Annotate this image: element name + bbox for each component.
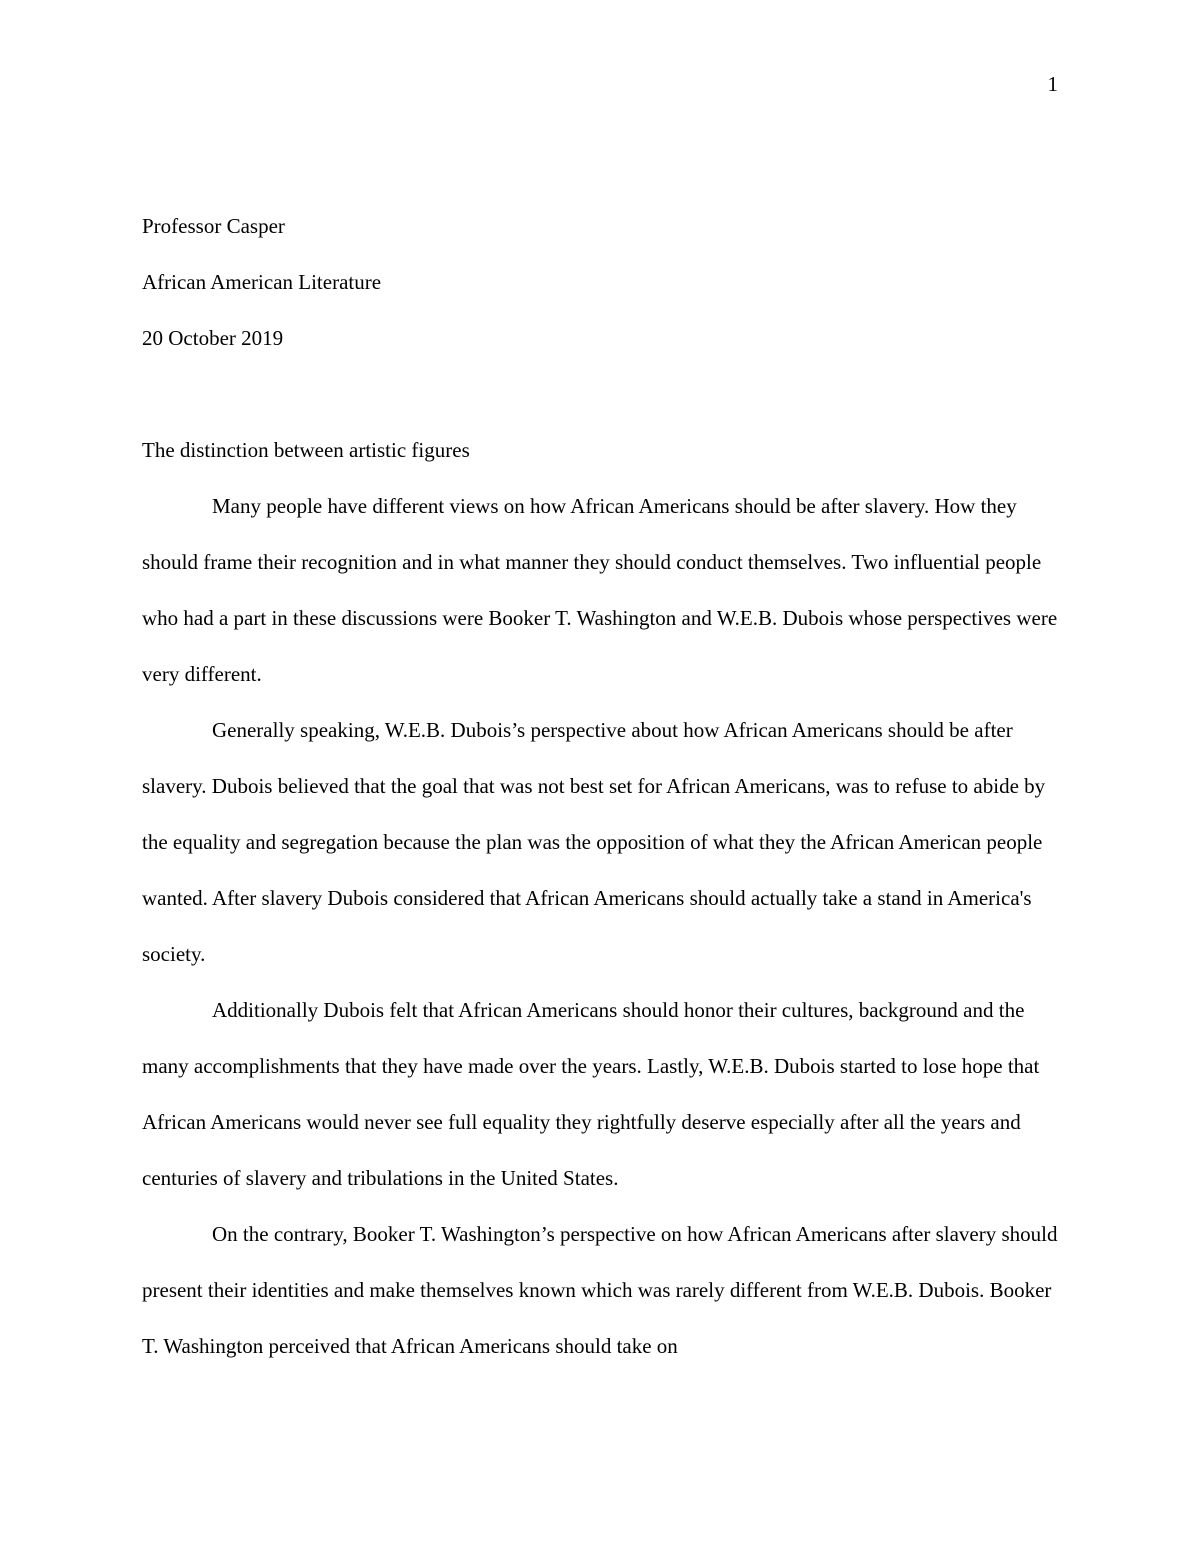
paragraph-4: On the contrary, Booker T. Washington’s perspective on how African Americans after slavery should present their identities and make themselves known which was rarely different from W.E.B. Dubois. Booker T. Washington perceived that African Americans should take on [142,1222,1058,1358]
header-spacer [142,366,1058,422]
document-body [142,198,1058,1374]
document-date: 20 October 2019 [142,326,284,350]
page-number: 1 [1047,72,1058,96]
document-title: The distinction between artistic figures [142,438,470,462]
paragraph-1: Many people have different views on how African Americans should be after slavery. How they should frame their recognition and in what manner they should conduct themselves. Two influential people who had a part in these discussions were Booker T. Washington and W.E.B. Dubois whose perspectives were very different. [142,494,1058,686]
course-name: African American Literature [142,270,382,294]
paragraph-2: Generally speaking, W.E.B. Dubois’s perspective about how African Americans should be after slavery. Dubois believed that the goal that was not best set for African Americans, was to refuse to abide by the equality and segregation because the plan was the opposition of what they the African American people wanted. After slavery Dubois considered that African Americans should actually take a stand in America's society. [142,718,1046,966]
paragraph-3: Additionally Dubois felt that African Americans should honor their cultures, background and the many accomplishments that they have made over the years. Lastly, W.E.B. Dubois started to lose hope that African Americans would never see full equality they rightfully deserve especially after all the years and centuries of slavery and tribulations in the United States. [142,998,1040,1190]
instructor-name: Professor Casper [142,214,285,238]
